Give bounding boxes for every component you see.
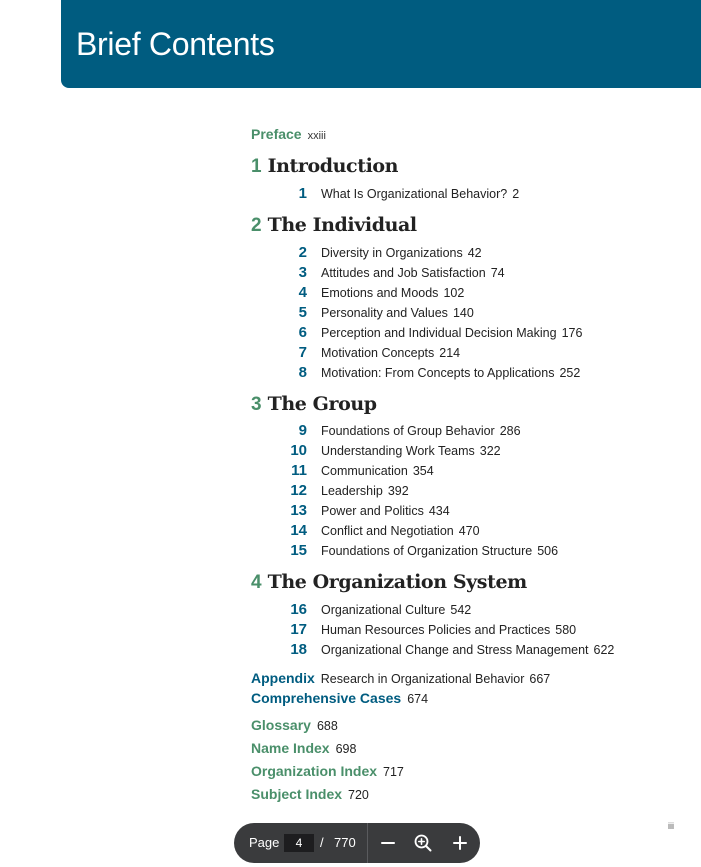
chapter-entry[interactable] (251, 344, 691, 364)
chapter-number: 6 (298, 324, 307, 341)
chapter-number: 14 (290, 522, 307, 539)
chapter-page: 74 (490, 266, 505, 280)
chapter-entry[interactable] (251, 522, 691, 542)
part-number: 1 (251, 156, 262, 177)
chapter-page: 354 (412, 464, 434, 478)
plus-icon (449, 832, 471, 854)
part-number: 3 (251, 394, 262, 415)
chapter-number: 8 (298, 364, 307, 381)
chapter-title: Organizational Culture (321, 603, 446, 617)
name-index-entry[interactable] (251, 740, 356, 758)
chapter-number: 15 (290, 542, 307, 559)
chapter-page: 140 (452, 306, 474, 320)
index-label: Organization Index (251, 763, 378, 779)
chapter-page: 214 (439, 346, 461, 360)
magnifier-plus-icon (412, 832, 434, 854)
chapter-number: 16 (290, 601, 307, 618)
part-heading[interactable] (251, 155, 398, 178)
chapter-entry[interactable] (251, 244, 691, 264)
chapter-title: Motivation Concepts (321, 346, 435, 360)
chapter-page: 434 (428, 504, 450, 518)
index-label: Glossary (251, 717, 311, 733)
part-number: 2 (251, 215, 262, 236)
chapter-page: 622 (593, 643, 615, 657)
chapter-title: Communication (321, 464, 408, 478)
chapter-title: What Is Organizational Behavior? (321, 187, 508, 201)
chapter-number: 3 (298, 264, 307, 281)
index-label: Subject Index (251, 786, 343, 802)
part-number: 4 (251, 572, 262, 593)
chapter-number: 11 (291, 462, 307, 479)
appendix-label: Appendix (251, 670, 315, 686)
glossary-entry[interactable] (251, 717, 338, 735)
chapter-page: 580 (555, 623, 577, 637)
chapter-number: 1 (298, 185, 307, 202)
chapter-entry[interactable] (251, 621, 691, 641)
chapter-number: 2 (298, 244, 307, 261)
index-label: Name Index (251, 740, 330, 756)
chapter-entry[interactable] (251, 502, 691, 522)
chapter-page: 176 (561, 326, 583, 340)
zoom-button[interactable] (412, 832, 434, 854)
chapter-number: 10 (290, 442, 307, 459)
page-marker: iii (668, 821, 674, 831)
page-navigation-toolbar (234, 823, 480, 863)
page-label: Page (249, 835, 280, 850)
part-heading[interactable] (251, 571, 527, 594)
chapter-title: Attitudes and Job Satisfaction (321, 266, 486, 280)
chapter-entry[interactable] (251, 482, 691, 502)
chapter-title: Understanding Work Teams (321, 444, 475, 458)
preface-label: Preface (251, 126, 302, 142)
chapter-title: Leadership (321, 484, 383, 498)
part-title: The Organization System (267, 571, 527, 593)
chapter-entry[interactable] (251, 324, 691, 344)
chapter-title: Personality and Values (321, 306, 448, 320)
zoom-out-button[interactable] (377, 832, 399, 854)
chapter-entry[interactable] (251, 462, 691, 482)
part-title: The Individual (267, 214, 417, 236)
organization-index-entry[interactable] (251, 763, 404, 781)
chapter-page: 102 (443, 286, 465, 300)
chapter-entry[interactable] (251, 264, 691, 284)
chapter-page: 506 (537, 544, 559, 558)
appendix-title: Research in Organizational Behavior (320, 672, 525, 686)
cases-page: 674 (407, 692, 429, 706)
chapter-entry[interactable] (251, 601, 691, 621)
chapter-page: 252 (559, 366, 581, 380)
zoom-in-button[interactable] (449, 832, 471, 854)
page-title: Brief Contents (76, 26, 275, 62)
chapter-page: 2 (512, 187, 520, 201)
cases-label: Comprehensive Cases (251, 690, 402, 706)
chapter-number: 5 (298, 304, 307, 321)
chapter-title: Foundations of Group Behavior (321, 424, 495, 438)
index-page: 720 (348, 788, 369, 802)
chapter-entry[interactable] (251, 442, 691, 462)
chapter-page: 470 (458, 524, 480, 538)
chapter-title: Emotions and Moods (321, 286, 439, 300)
chapter-page: 286 (499, 424, 521, 438)
part-heading[interactable] (251, 393, 377, 416)
chapter-number: 9 (298, 422, 307, 439)
chapter-title: Power and Politics (321, 504, 424, 518)
chapter-number: 4 (298, 284, 307, 301)
chapter-title: Foundations of Organization Structure (321, 544, 533, 558)
chapter-title: Perception and Individual Decision Making (321, 326, 557, 340)
page-number-input[interactable] (284, 834, 314, 852)
chapter-page: 392 (387, 484, 409, 498)
chapter-entry[interactable] (251, 422, 691, 442)
chapter-title: Motivation: From Concepts to Applications (321, 366, 555, 380)
chapter-number: 12 (290, 482, 307, 499)
part-title: The Group (267, 393, 377, 415)
chapter-entry[interactable] (251, 185, 691, 205)
chapter-number: 17 (290, 621, 307, 638)
preface-page: xxiii (307, 130, 326, 142)
chapter-entry[interactable] (251, 284, 691, 304)
chapter-page: 322 (479, 444, 501, 458)
cases-entry[interactable] (251, 690, 428, 708)
minus-icon (377, 832, 399, 854)
chapter-number: 13 (290, 502, 307, 519)
header-band (61, 0, 701, 88)
chapter-title: Human Resources Policies and Practices (321, 623, 551, 637)
chapter-entry[interactable] (251, 542, 691, 562)
chapter-title: Organizational Change and Stress Management (321, 643, 589, 657)
part-title: Introduction (267, 155, 399, 177)
page-separator: / (320, 835, 324, 850)
toolbar-divider (367, 823, 368, 863)
appendix-entry[interactable] (251, 670, 550, 688)
chapter-title: Conflict and Negotiation (321, 524, 454, 538)
preface-entry[interactable] (251, 126, 326, 144)
chapter-page: 542 (450, 603, 472, 617)
chapter-title: Diversity in Organizations (321, 246, 463, 260)
page-total: 770 (334, 835, 356, 850)
chapter-entry[interactable] (251, 641, 691, 661)
chapter-number: 18 (290, 641, 307, 658)
chapter-number: 7 (298, 344, 307, 361)
part-heading[interactable] (251, 214, 417, 237)
index-page: 717 (383, 765, 404, 779)
subject-index-entry[interactable] (251, 786, 369, 804)
index-page: 688 (316, 719, 338, 733)
chapter-page: 42 (467, 246, 482, 260)
appendix-page: 667 (529, 672, 551, 686)
chapter-entry[interactable] (251, 304, 691, 324)
index-page: 698 (335, 742, 357, 756)
chapter-entry[interactable] (251, 364, 691, 384)
